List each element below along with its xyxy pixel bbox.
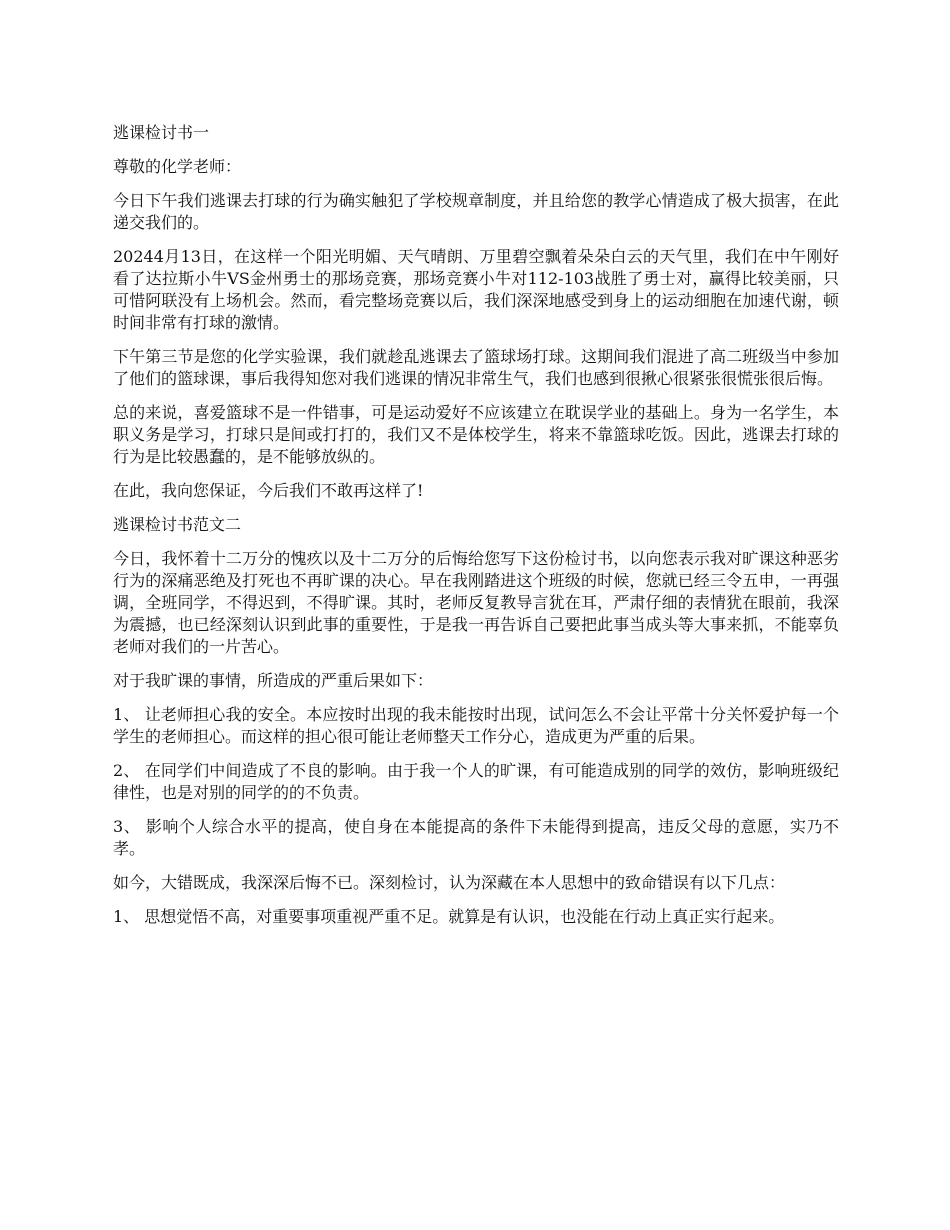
salutation: 尊敬的化学老师： [113, 157, 242, 176]
paragraph: 在此，我向您保证，今后我们不敢再这样了! [113, 481, 424, 500]
list-item: 1、 思想觉悟不高，对重要事项重视严重不足。就算是有认识，也没能在行动上真正实行起来。 [113, 907, 785, 926]
paragraph: 下午第三节是您的化学实验课，我们就趁乱逃课去了篮球场打球。这期间我们混进了高二班级当中参加了他们的篮球课，事后我得知您对我们逃课的情况非常生气，我们也感到很揪心很紧张很慌张很后悔。 [113, 347, 839, 388]
heading-review-one: 逃课检讨书一 [113, 123, 210, 142]
list-item: 2、 在同学们中间造成了不良的影响。由于我一个人的旷课，有可能造成别的同学的效仿，影响班级纪律性，也是对别的同学的的不负责。 [113, 761, 839, 802]
list-item: 1、 让老师担心我的安全。本应按时出现的我未能按时出现，试问怎么不会让平常十分关怀爱护每一个学生的老师担心。而这样的担心很可能让老师整天工作分心，造成更为严重的后果。 [113, 705, 839, 746]
paragraph: 20244月13日，在这样一个阳光明媚、天气晴朗、万里碧空飘着朵朵白云的天气里，我们在中午刚好看了达拉斯小牛VS金州勇士的那场竞赛，那场竞赛小牛对112-103战胜了勇士对，赢得比较美丽，只可惜阿联没有上场机会。然而，看完整场竞赛以后，我们深深地感受到身上的运动细胞在加速代谢，顿时间非常有打球的激情。 [113, 247, 839, 332]
paragraph: 今日下午我们逃课去打球的行为确实触犯了学校规章制度，并且给您的教学心情造成了极大损害，在此递交我们的。 [113, 191, 839, 232]
paragraph: 如今，大错既成，我深深后悔不已。深刻检讨，认为深藏在本人思想中的致命错误有以下几点： [113, 873, 786, 892]
paragraph: 对于我旷课的事情，所造成的严重后果如下： [113, 671, 434, 690]
paragraph: 总的来说，喜爱篮球不是一件错事，可是运动爱好不应该建立在耽误学业的基础上。身为一名学生，本职义务是学习，打球只是间或打打的，我们又不是体校学生，将来不靠篮球吃饭。因此，逃课去打球的行为是比较愚蠢的，是不能够放纵的。 [113, 403, 839, 466]
document-body [113, 122, 839, 940]
list-item: 3、 影响个人综合水平的提高，使自身在本能提高的条件下未能得到提高，违反父母的意愿，实乃不孝。 [113, 817, 839, 858]
heading-review-two: 逃课检讨书范文二 [113, 515, 242, 534]
paragraph: 今日，我怀着十二万分的愧疚以及十二万分的后悔给您写下这份检讨书，以向您表示我对旷课这种恶劣行为的深痛恶绝及打死也不再旷课的决心。早在我刚踏进这个班级的时候，您就已经三令五申，一再强调，全班同学，不得迟到，不得旷课。其时，老师反复教导言犹在耳，严肃仔细的表情犹在眼前，我深为震撼，也已经深刻认识到此事的重要性，于是我一再告诉自己要把此事当成头等大事来抓，不能辜负老师对我们的一片苦心。 [113, 549, 839, 656]
